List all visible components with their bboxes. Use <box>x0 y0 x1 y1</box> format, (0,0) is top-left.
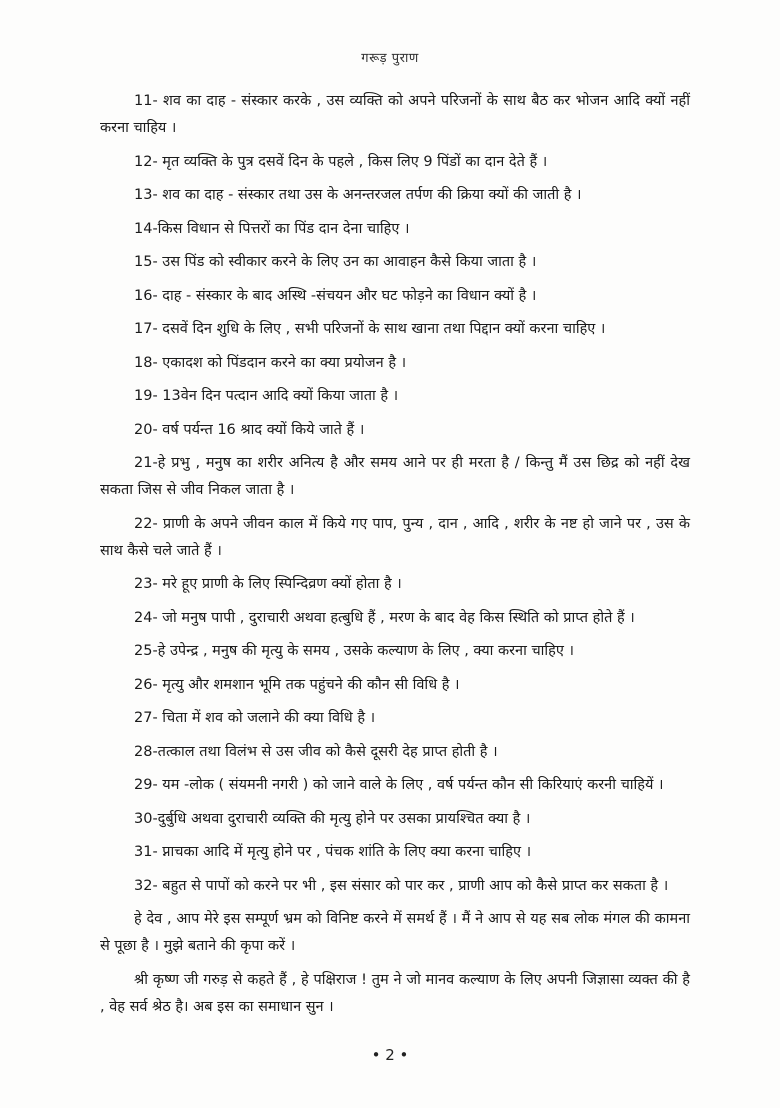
closing-paragraph-2: श्री कृष्ण जी गरुड़ से कहते हैं , हे पक्षिराज ! तुम ने जो मानव कल्याण के लिए अपनी जिज्ञासा व्यक्त की है , वेह सर्व श्रेठ है। अब इस का समाधान सुन । <box>100 971 690 1015</box>
question-19: 19- 13वेन दिन पत्दान आदि क्यों किया जाता है । <box>134 388 399 404</box>
question-26: 26- मृत्यु और शमशान भूमि तक पहुंचने की कौन सी विधि है । <box>134 676 460 693</box>
question-17: 17- दसवें दिन शुधि के लिए , सभी परिजनों के साथ खाना तथा पिद्दान क्यों करना चाहिए । <box>134 321 606 337</box>
question-21: 21-हे प्रभु , मनुष का शरीर अनित्य है और समय आने पर ही मरता है / किन्तु मैं उस छिद्र को नहीं देख सकता जिस से जीव निकल जाता है । <box>100 455 690 498</box>
question-28: 28-तत्काल तथा विलंभ से उस जीव को कैसे दूसरी देह प्राप्त होती है । <box>134 743 498 760</box>
question-30: 30-दुर्बुधि अथवा दुराचारी व्यक्ति की मृत्यु होने पर उसका प्रायश्चित क्या है । <box>134 810 531 827</box>
question-32: 32- बहुत से पापों को करने पर भी , इस संसार को पार कर , प्राणी आप को कैसे प्राप्त कर सकता है । <box>134 877 669 894</box>
question-31: 31- प्नाचका आदि में मृत्यु होने पर , पंचक शांति के लिए क्या करना चाहिए । <box>134 844 532 860</box>
question-13: 13- शव का दाह - संस्कार तथा उस के अनन्तरजल तर्पण की क्रिया क्यों की जाती है । <box>134 187 582 203</box>
question-15: 15- उस पिंड को स्वीकार करने के लिए उन का आवाहन कैसे किया जाता है । <box>134 254 537 270</box>
question-16: 16- दाह - संस्कार के बाद अस्थि -संचयन और घट फोड़ने का विधान क्यों है । <box>134 287 537 304</box>
closing-paragraph-1: हे देव , आप मेरे इस सम्पूर्ण भ्रम को विनिष्ट करने में समर्थ हैं । मैं ने आप से यह सब लोक मंगल की कामना से पूछा है । मुझे बताने की कृपा करें । <box>100 911 690 954</box>
question-27: 27- चिता में शव को जलाने की क्या विधि है । <box>134 710 376 726</box>
question-11: 11- शव का दाह - संस्कार करके , उस व्यक्ति को अपने परिजनों के साथ बैठ कर भोजन आदि क्यों नहीं करना चाहिय । <box>100 93 690 136</box>
question-29: 29- यम -लोक ( संयमनी नगरी ) को जाने वाले के लिए , वर्ष पर्यन्त कौन सी किरियाएं करनी चाहियें । <box>134 777 664 793</box>
page-number: • 2 • <box>371 1046 409 1064</box>
question-20: 20- वर्ष पर्यन्त 16 श्राद क्यों किये जाते हैं । <box>134 421 365 438</box>
question-22: 22- प्राणी के अपने जीवन काल में किये गए पाप, पुन्य , दान , आदि , शरीर के नष्ट हो जाने पर , उस के साथ कैसे चले जाते हैं । <box>100 515 690 559</box>
question-14: 14-किस विधान से पित्तरों का पिंड दान देना चाहिए । <box>134 220 410 237</box>
question-23: 23- मरे हूए प्राणी के लिए स्पिन्दिव्रण क्यों होता है । <box>134 576 402 592</box>
question-25: 25-हे उपेन्द्र , मनुष की मृत्यु के समय , उसके कल्याण के लिए , क्या करना चाहिए । <box>134 643 574 659</box>
question-18: 18- एकादश को पिंडदान करने का क्या प्रयोजन है । <box>134 354 407 371</box>
body-text <box>100 88 690 1027</box>
question-24: 24- जो मनुष पापी , दुराचारी अथवा हत्बुधि हैं , मरण के बाद वेह किस स्थिति को प्राप्त होते हैं । <box>134 609 635 626</box>
running-title: गरूड़ पुराण <box>361 51 419 66</box>
question-12: 12- मृत व्यक्ति के पुत्र दसवें दिन के पहले , किस लिए 9 पिंडों का दान देते हैं । <box>134 153 548 170</box>
